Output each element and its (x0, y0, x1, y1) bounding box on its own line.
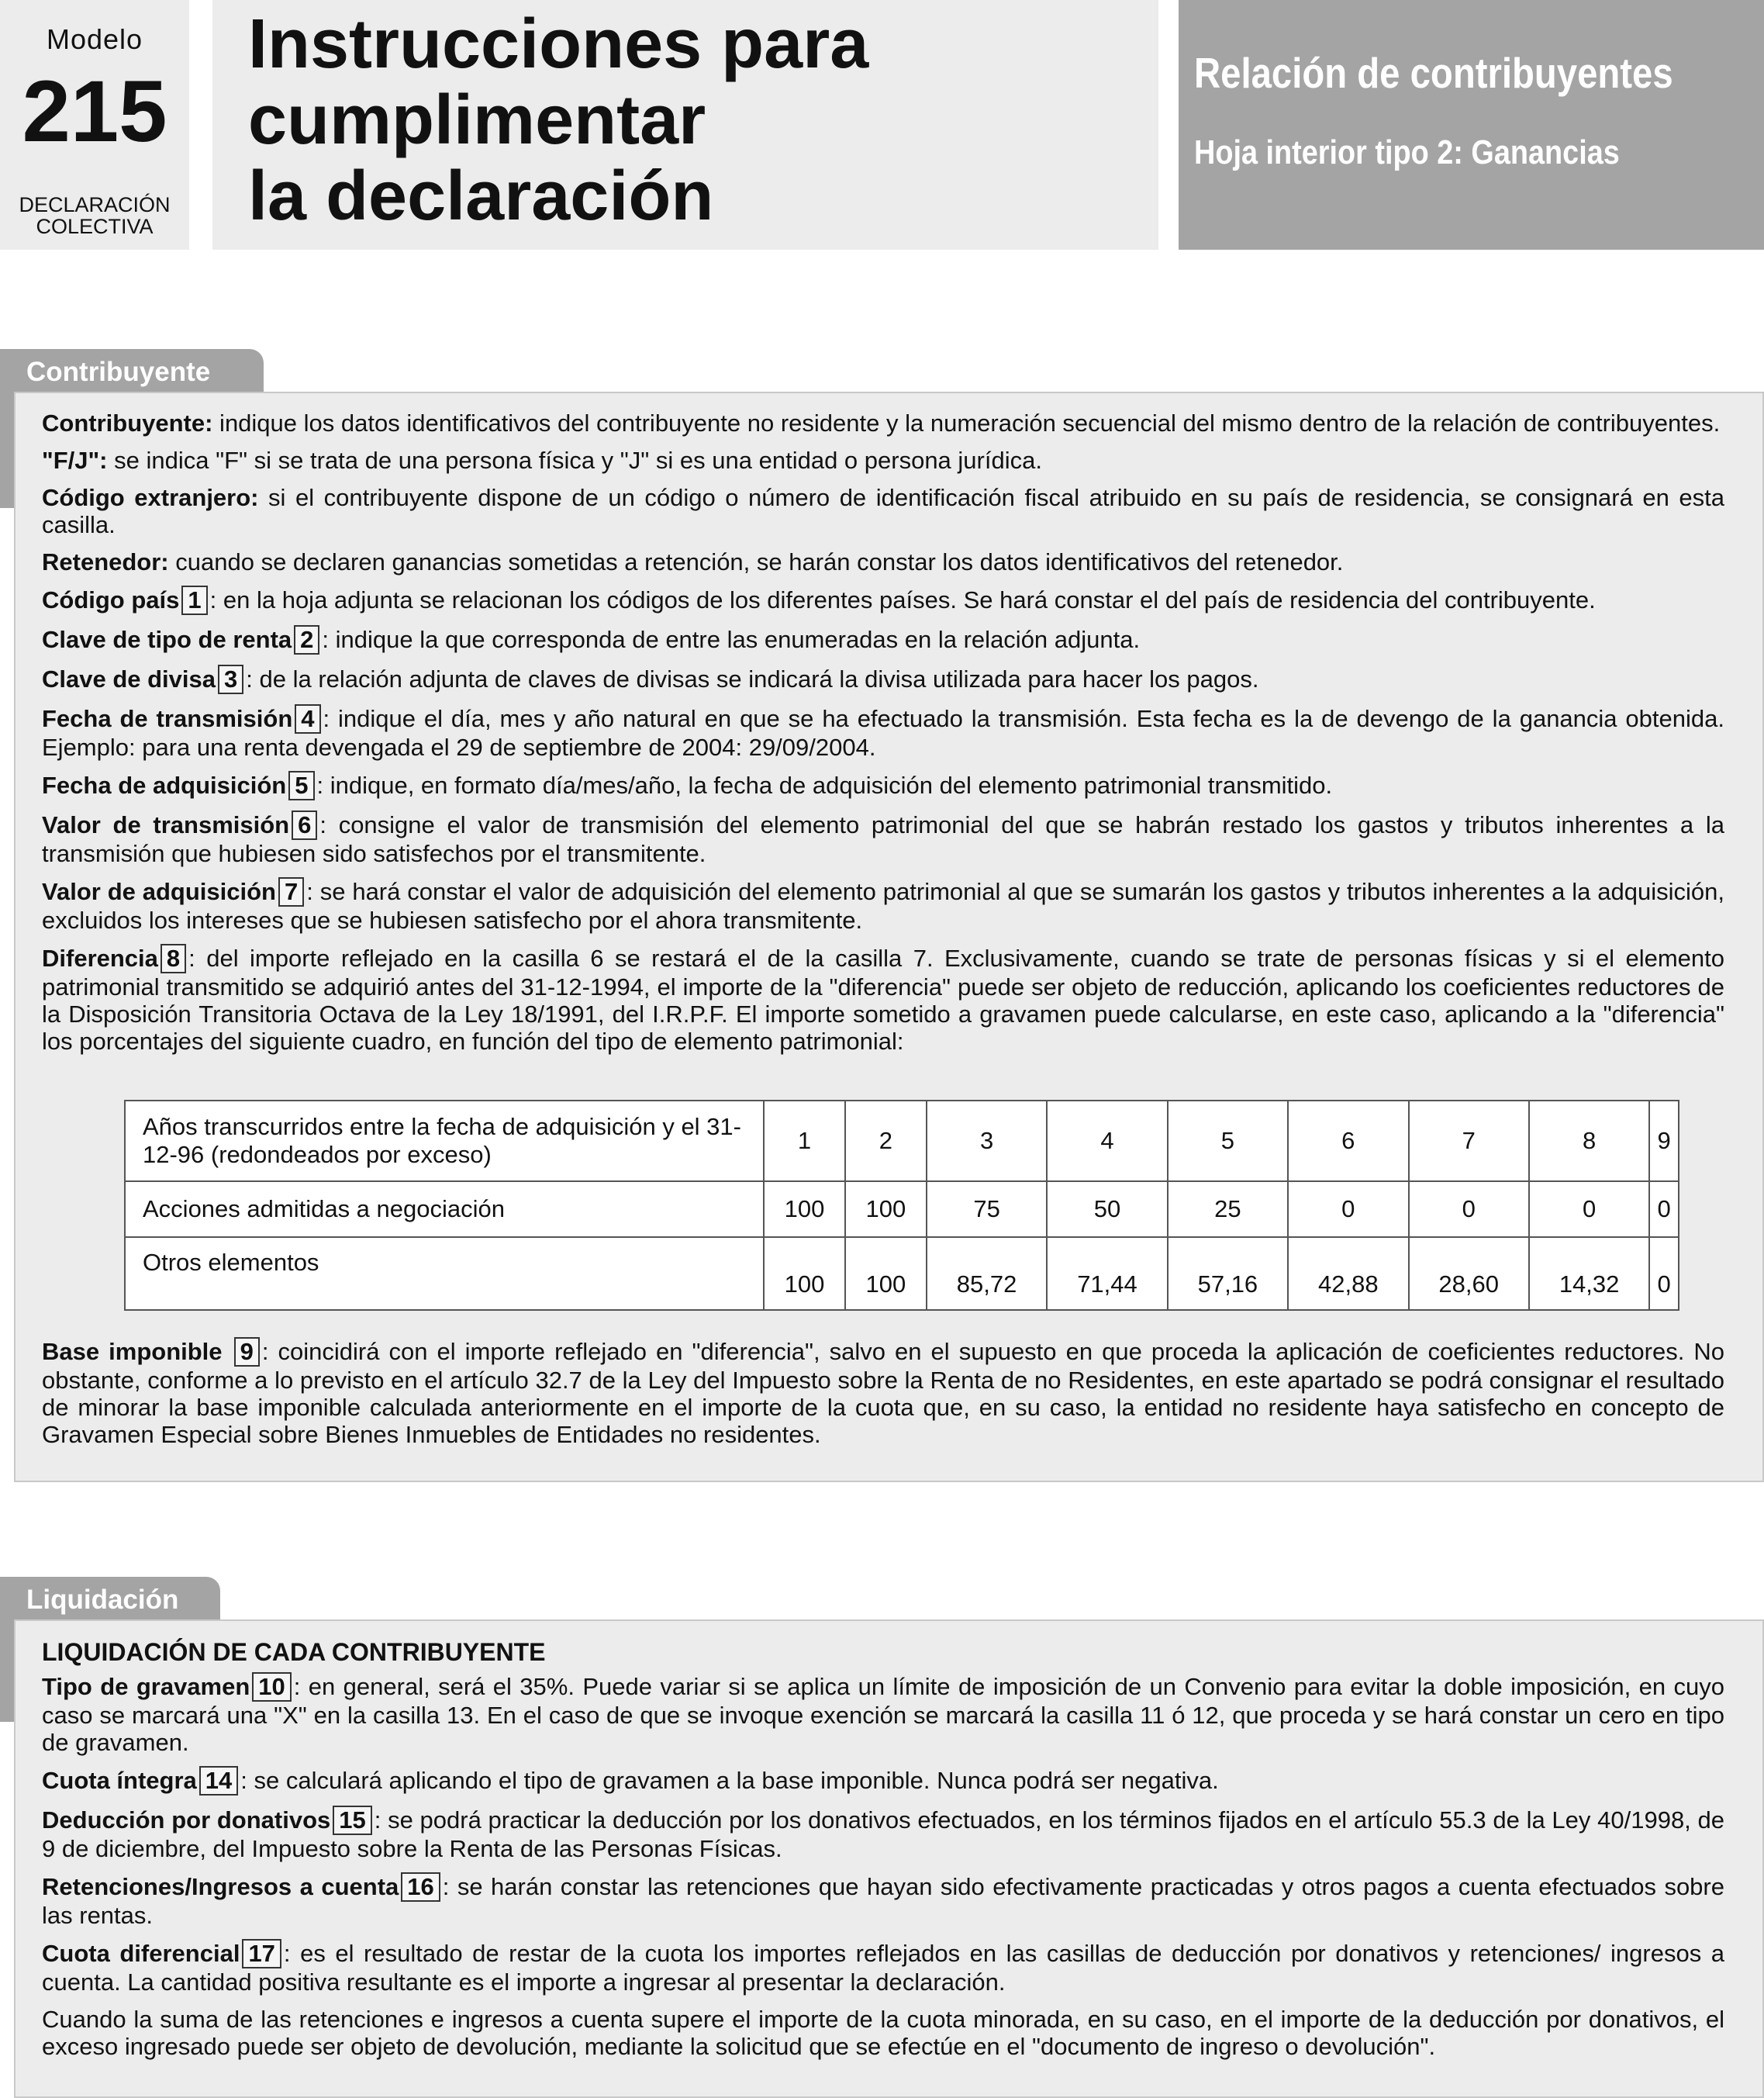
item-label: Cuota diferencial (42, 1940, 240, 1967)
item-text: : se harán constar las retenciones que hayan sido efectivamente practicadas y otros pagos a cuenta efectuados sobre las rentas. (42, 1873, 1724, 1929)
instruction-item (42, 1672, 1724, 1756)
section-tab-liquidacion: Liquidación (0, 1577, 220, 1623)
table-row-label: Años transcurridos entre la fecha de adquisición y el 31-12-96 (redondeados por exceso) (125, 1101, 764, 1181)
item-text: : se calculará aplicando el tipo de gravamen a la base imponible. Nunca podrá ser negativa. (240, 1767, 1219, 1794)
modelo-sub-line1: DECLARACIÓN (19, 193, 171, 216)
modelo-label: Modelo (46, 23, 143, 55)
modelo-number: 215 (22, 63, 167, 160)
instruction-item (42, 586, 1724, 615)
item-label: Base imponible (42, 1338, 223, 1365)
item-text: : indique el día, mes y año natural en que se ha efectuado la transmisión. Esta fecha es la de devengo de la ganancia obtenida. Ejemplo: para una renta devengada el 29 de septiembre de 2004: 29/09/2004. (42, 705, 1724, 761)
item-text: : en la hoja adjunta se relacionan los códigos de los diferentes países. Se hará constar el del país de residencia del contribuyente. (209, 586, 1596, 614)
instruction-item (42, 665, 1724, 694)
item-text: si el contribuyente dispone de un código o número de identificación fiscal atribuido en su país de residencia, se consignará en esta casilla. (42, 484, 1724, 538)
item-label: Cuota íntegra (42, 1767, 197, 1794)
table-row (125, 1101, 1679, 1181)
section-tab-contribuyente: Contribuyente (0, 349, 264, 396)
liquidacion-content (42, 1639, 1724, 2070)
instruction-item (42, 811, 1724, 867)
item-label: Valor de adquisición (42, 878, 276, 905)
item-label: Diferencia (42, 945, 158, 972)
table-cell: 85,72 (927, 1237, 1047, 1310)
table-row (125, 1181, 1679, 1237)
page-title-line3: la declaración (248, 157, 714, 235)
modelo-sub-line2: COLECTIVA (36, 215, 154, 238)
table-cell: 0 (1649, 1181, 1679, 1237)
table-cell: 2 (845, 1101, 927, 1181)
casilla-box: 2 (294, 625, 319, 655)
table-row (125, 1237, 1679, 1310)
table-cell: 100 (764, 1237, 845, 1310)
instruction-item (42, 944, 1724, 1055)
item-label: Fecha de transmisión (42, 705, 293, 732)
form-type-subtitle: Hoja interior tipo 2: Ganancias (1194, 133, 1620, 171)
instruction-item (42, 1766, 1724, 1796)
item-text: : del importe reflejado en la casilla 6 se restará el de la casilla 7. Exclusivamente, cuando se trate de personas físicas y si el elemento patrimonial transmitido se adquirió antes del 31-12-1994, el importe de la "diferencia" puede ser objeto de reducción, aplicando los coeficientes reductores de la Disposición Transitoria Octava de la Ley 18/1991, del I.R.P.F. El importe sometido a gravamen puede calcularse, en este caso, aplicando a la "diferencia" los porcentajes del siguiente cuadro, en función del tipo de elemento patrimonial: (42, 945, 1724, 1055)
table-cell: 50 (1047, 1181, 1167, 1237)
table-cell: 9 (1649, 1101, 1679, 1181)
table-cell: 71,44 (1047, 1237, 1167, 1310)
table-cell: 25 (1168, 1181, 1288, 1237)
liquidacion-items (42, 1672, 1724, 1996)
item-text: : indique, en formato día/mes/año, la fecha de adquisición del elemento patrimonial transmitido. (316, 772, 1333, 799)
instruction-item (42, 1939, 1724, 1996)
instruction-item (42, 877, 1724, 934)
casilla-box: 7 (278, 877, 304, 907)
page-title-block (212, 0, 1158, 250)
table-cell: 7 (1409, 1101, 1529, 1181)
item-label: Contribuyente: (42, 410, 213, 437)
table-cell: 100 (764, 1181, 845, 1237)
instruction-item (42, 771, 1724, 800)
table-cell: 8 (1529, 1101, 1649, 1181)
item-text: cuando se declaren ganancias sometidas a retención, se harán constar los datos identificativos del retenedor. (168, 548, 1344, 575)
item-text: : de la relación adjunta de claves de divisas se indicará la divisa utilizada para hacer los pagos. (246, 665, 1259, 693)
item-text: : consigne el valor de transmisión del elemento patrimonial del que se habrán restado los gastos y tributos inherentes a la transmisión que hubiesen sido satisfechos por el transmitente. (42, 811, 1724, 867)
liquidacion-closing: Cuando la suma de las retenciones e ingresos a cuenta supere el importe de la cuota minorada, en su caso, en el importe de la deducción por donativos, el exceso ingresado puede ser objeto de devolución, mediante la solicitud que se efectúe en el "documento de ingreso o devolución". (42, 2006, 1724, 2060)
casilla-box: 9 (234, 1337, 260, 1367)
item-label: Código extranjero: (42, 484, 259, 511)
casilla-box: 5 (288, 771, 314, 800)
casilla-box: 3 (218, 665, 243, 694)
instruction-item (42, 1872, 1724, 1929)
item-label: Código país (42, 586, 180, 614)
item-text: se indica "F" si se trata de una persona física y "J" si es una entidad o persona jurídica. (107, 447, 1042, 474)
casilla-box: 6 (292, 811, 317, 840)
section-tab-bar (0, 1619, 16, 1722)
item-text: : en general, será el 35%. Puede variar si se aplica un límite de imposición de un Convenio para evitar la doble imposición, en cuyo caso se marcará una "X" en la casilla 13. En el caso de que se invoque exención se marcará la casilla 11 ó 12, que proceda y se hará constar un cero en tipo de gravamen. (42, 1673, 1724, 1756)
instruction-item (42, 484, 1724, 538)
table-row-label: Otros elementos (125, 1237, 764, 1310)
casilla-box: 16 (401, 1872, 440, 1902)
casilla-box: 15 (333, 1806, 371, 1835)
base-imponible-paragraph (42, 1337, 1724, 1448)
item-label: Valor de transmisión (42, 811, 290, 838)
instruction-item (42, 1806, 1724, 1862)
casilla-box: 10 (252, 1672, 291, 1702)
table-cell: 6 (1288, 1101, 1408, 1181)
item-label: Retenedor: (42, 548, 169, 575)
item-text: indique los datos identificativos del contribuyente no residente y la numeración secuencial del mismo dentro de la relación de contribuyentes. (212, 410, 1721, 437)
section-tab-bar (0, 392, 16, 508)
item-label: Deducción por donativos (42, 1806, 331, 1834)
item-text: : se hará constar el valor de adquisición del elemento patrimonial al que se sumarán los gastos y tributos inherentes a la adquisición, excluidos los intereses que se hubiesen satisfecho por el ahora transmitente. (42, 878, 1724, 934)
table-cell: 4 (1047, 1101, 1167, 1181)
instruction-item (42, 410, 1724, 437)
table-cell: 42,88 (1288, 1237, 1408, 1310)
page-title (248, 6, 868, 234)
table-cell: 0 (1409, 1181, 1529, 1237)
item-label: Clave de divisa (42, 665, 216, 693)
item-text: : se podrá practicar la deducción por los donativos efectuados, en los términos fijados en el artículo 55.3 de la Ley 40/1998, de 9 de diciembre, del Impuesto sobre la Renta de las Personas Físicas. (42, 1806, 1724, 1862)
table-cell: 1 (764, 1101, 845, 1181)
table-cell: 28,60 (1409, 1237, 1529, 1310)
instruction-item (42, 447, 1724, 474)
item-label: Fecha de adquisición (42, 772, 287, 799)
form-type-title: Relación de contribuyentes (1194, 49, 1673, 97)
table-row-label: Acciones admitidas a negociación (125, 1181, 764, 1237)
table-cell: 75 (927, 1181, 1047, 1237)
page-title-line1: Instrucciones para (248, 5, 869, 83)
item-label: Clave de tipo de renta (42, 626, 292, 653)
page-title-line2: cumplimentar (248, 81, 706, 159)
item-label: Retenciones/Ingresos a cuenta (42, 1873, 399, 1900)
base-imponible (42, 1337, 1724, 1458)
coefficients-table (124, 1100, 1679, 1311)
liquidacion-heading: LIQUIDACIÓN DE CADA CONTRIBUYENTE (42, 1638, 546, 1666)
item-label: "F/J": (42, 447, 108, 474)
modelo-block (0, 0, 189, 250)
casilla-box: 8 (161, 944, 186, 973)
item-text: : es el resultado de restar de la cuota los importes reflejados en las casillas de deducción por donativos y retenciones/ ingresos a cuenta. La cantidad positiva resultante es el importe a ingresar al presentar la declaración. (42, 1940, 1724, 1996)
modelo-subtitle (0, 194, 189, 237)
instruction-item (42, 548, 1724, 575)
instruction-item (42, 704, 1724, 761)
table-cell: 0 (1529, 1181, 1649, 1237)
table-cell: 5 (1168, 1101, 1288, 1181)
casilla-box: 17 (242, 1939, 281, 1968)
table-cell: 0 (1649, 1237, 1679, 1310)
instruction-item (42, 625, 1724, 655)
table-cell: 100 (845, 1181, 927, 1237)
table-cell: 57,16 (1168, 1237, 1288, 1310)
form-type-block (1179, 0, 1764, 250)
contribuyente-items (42, 410, 1724, 1065)
item-text: : indique la que corresponda de entre las enumeradas en la relación adjunta. (322, 626, 1141, 653)
item-text: : coincidirá con el importe reflejado en "diferencia", salvo en el supuesto en que proceda la aplicación de coeficientes reductores. No obstante, conforme a lo previsto en el artículo 32.7 de la Ley del Impuesto sobre la Renta de no Residentes, en este apartado se podrá consignar el resultado de minorar la base imponible calculada anteriormente en el importe de la cuota que, en su caso, la entidad no residente haya satisfecho en concepto de Gravamen Especial sobre Bienes Inmuebles de Entidades no residentes. (42, 1338, 1724, 1448)
casilla-box: 14 (199, 1766, 238, 1796)
table-cell: 14,32 (1529, 1237, 1649, 1310)
table-cell: 3 (927, 1101, 1047, 1181)
table-cell: 0 (1288, 1181, 1408, 1237)
item-label: Tipo de gravamen (42, 1673, 250, 1700)
casilla-box: 1 (181, 586, 207, 615)
table-cell: 100 (845, 1237, 927, 1310)
casilla-box: 4 (295, 704, 320, 734)
